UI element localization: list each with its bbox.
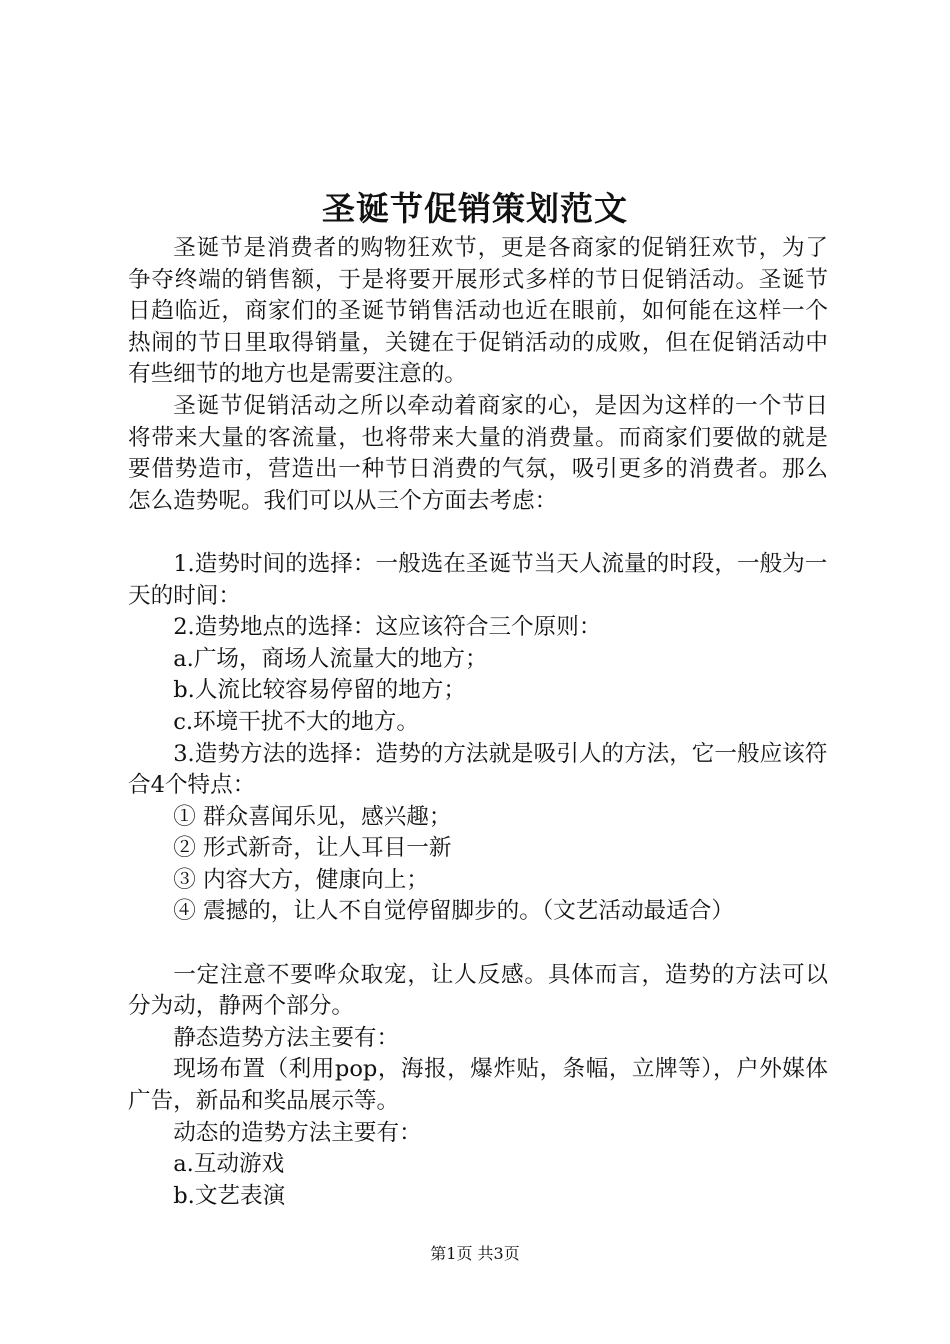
document-body (128, 233, 828, 1212)
page-footer: 第1页 共3页 (430, 1244, 520, 1263)
list-item-time: 1.造势时间的选择：一般选在圣诞节当天人流量的时段，一般为一天的时间： (128, 550, 828, 609)
sub-item-b: b.人流比较容易停留的地方； (173, 677, 466, 704)
spacer (128, 928, 828, 960)
dynamic-item-a: a.互动游戏 (173, 1151, 285, 1178)
dynamic-heading: 动态的造势方法主要有： (173, 1119, 422, 1146)
purpose-paragraph: 圣诞节促销活动之所以牵动着商家的心，是因为这样的一个节日将带来大量的客流量，也将带来大量的消费量。而商家们要做的就是要借势造市，营造出一种节日消费的气氛，吸引更多的消费者。那么怎么造势呢。我们可以从三个方面去考虑： (128, 392, 828, 514)
feature-item-1: ① 群众喜闻乐见，感兴趣； (173, 803, 452, 830)
feature-item-3: ③ 内容大方，健康向上； (173, 866, 429, 893)
list-item-location: 2.造势地点的选择：这应该符合三个原则： (173, 614, 602, 641)
feature-item-4: ④ 震撼的，让人不自觉停留脚步的。（文艺活动最适合） (173, 898, 734, 925)
static-heading: 静态造势方法主要有： (173, 1024, 400, 1051)
list-item-method: 3.造势方法的选择：造势的方法就是吸引人的方法，它一般应该符合4个特点： (128, 740, 828, 799)
sub-item-a: a.广场，商场人流量大的地方； (173, 645, 488, 672)
spacer (128, 517, 828, 549)
dynamic-item-b: b.文艺表演 (173, 1182, 286, 1209)
intro-paragraph: 圣诞节是消费者的购物狂欢节，更是各商家的促销狂欢节，为了争夺终端的销售额，于是将要开展形式多样的节日促销活动。圣诞节日趋临近，商家们的圣诞节销售活动也近在眼前，如何能在这样一个热闹的节日里取得销量，关键在于促销活动的成败，但在促销活动中有些细节的地方也是需要注意的。 (128, 235, 828, 388)
sub-item-c: c.环境干扰不大的地方。 (173, 708, 419, 735)
static-methods-paragraph: 现场布置（利用pop，海报，爆炸贴，条幅，立牌等），户外媒体广告，新品和奖品展示等。 (128, 1056, 828, 1115)
document-title: 圣诞节促销策划范文 (322, 189, 628, 228)
caution-paragraph: 一定注意不要哗众取宠，让人反感。具体而言，造势的方法可以分为动，静两个部分。 (128, 961, 828, 1020)
feature-item-2: ② 形式新奇，让人耳目一新 (173, 835, 452, 862)
